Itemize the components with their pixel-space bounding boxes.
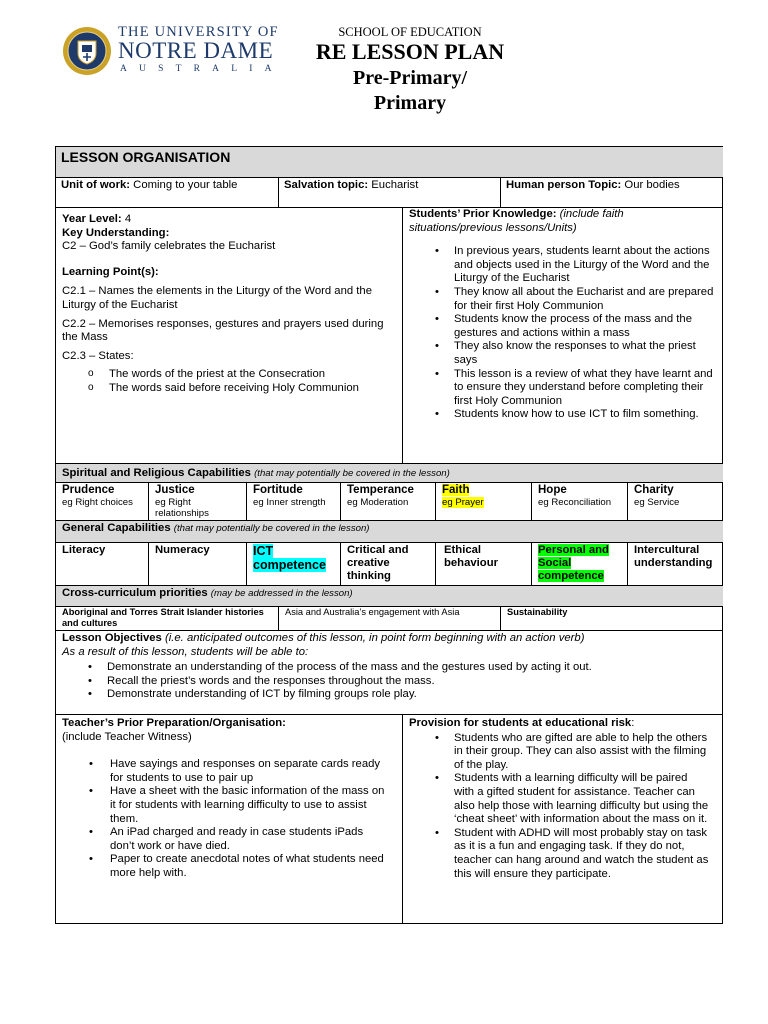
prior-knowledge-list xyxy=(409,245,719,422)
list-item: • Students know how to use ICT to film something. xyxy=(409,408,719,422)
learning-sub-point: o The words said before receiving Holy Communion xyxy=(62,382,397,396)
learning-point-3: C2.3 – States: xyxy=(62,349,134,362)
general-capabilities-note: (that may potentially be covered in the lesson) xyxy=(173,523,370,534)
lesson-objectives-note: (i.e. anticipated outcomes of this lesson, in point form beginning with an action verb) xyxy=(164,632,585,644)
list-item: • Students know the process of the mass and the gestures and actions within a mass xyxy=(409,313,719,340)
university-name-line3: AUSTRALIA xyxy=(120,64,284,74)
lesson-objectives-list xyxy=(62,661,719,702)
capability-name: Prudence xyxy=(62,484,115,496)
key-understanding-text: C2 – God’s family celebrates the Eucharist xyxy=(62,240,276,253)
list-item: • Student with ADHD will most probably stay on task as it is a fun and engaging task. If they do not, teacher can hang around and watch the student as this will ensure they participate. xyxy=(409,827,709,881)
general-intercultural xyxy=(628,543,723,586)
capability-justice xyxy=(149,483,247,521)
learning-points-cell xyxy=(56,208,403,464)
capability-prudence xyxy=(56,483,149,521)
capability-example: eg Reconciliation xyxy=(538,497,612,508)
capability-charity xyxy=(628,483,723,521)
lesson-organisation-title: LESSON ORGANISATION xyxy=(61,149,231,165)
lesson-plan-table xyxy=(55,146,723,924)
list-item: • Students with a learning difficulty will be paired with a gifted student for assistance. Teacher can also help those with learning difficulty but using the ‘cheat sheet’ with information about the mass on it. xyxy=(409,772,709,826)
teacher-preparation-list xyxy=(62,758,398,880)
capability-example: eg Service xyxy=(634,497,680,508)
list-item: • Have a sheet with the basic information of the mass on it for students with learning difficulty to use to assist them. xyxy=(62,785,386,826)
capability-name: Justice xyxy=(155,484,195,496)
school-name: SCHOOL OF EDUCATION xyxy=(338,25,482,39)
general-personal-social xyxy=(532,543,628,586)
spiritual-capabilities-note: (that may potentially be covered in the lesson) xyxy=(254,468,450,479)
capability-example: eg Prayer xyxy=(442,497,484,508)
key-understanding-label: Key Understanding: xyxy=(62,226,170,239)
general-capability-name: ICT competence xyxy=(253,544,326,572)
learning-points-label: Learning Point(s): xyxy=(62,265,159,278)
cross-curriculum-header xyxy=(56,586,723,607)
human-person-topic-label: Human person Topic: xyxy=(506,179,622,191)
lesson-objectives-cell xyxy=(56,631,723,715)
prior-knowledge-label: Students’ Prior Knowledge: xyxy=(409,208,557,220)
capability-example: eg Right relationships xyxy=(155,497,209,519)
prior-knowledge-note: (include faith situations/previous lessons/Units) xyxy=(409,208,624,234)
list-item: • Have sayings and responses on separate cards ready for students to use to pair up xyxy=(62,758,386,785)
capability-example: eg Moderation xyxy=(347,497,409,508)
general-capability-name: Personal and Social competence xyxy=(538,544,609,582)
university-name-line2: NOTRE DAME xyxy=(118,38,274,63)
provision-label: Provision for students at educational risk xyxy=(409,717,632,729)
document-subtitle-2: Primary xyxy=(373,92,447,114)
learning-point-2: C2.2 – Memorises responses, gestures and prayers used during the Mass xyxy=(62,317,384,344)
document-subtitle-1: Pre-Primary/ xyxy=(352,67,467,89)
spiritual-capabilities-label: Spiritual and Religious Capabilities xyxy=(62,467,251,479)
provision-label-colon: : xyxy=(631,717,635,729)
university-name-line1: THE UNIVERSITY OF xyxy=(118,24,279,40)
list-item: • They also know the responses to what the priest says xyxy=(409,340,719,367)
general-ict-competence xyxy=(247,543,341,586)
learning-sub-points xyxy=(62,368,397,395)
unit-of-work-cell xyxy=(56,178,279,208)
cross-curriculum-label: Cross-curriculum priorities xyxy=(62,587,208,599)
general-capability-name: Intercultural understanding xyxy=(634,544,713,569)
capability-example: eg Inner strength xyxy=(253,497,326,508)
human-person-topic-value: Our bodies xyxy=(624,179,680,191)
general-capability-name: Numeracy xyxy=(155,544,210,556)
unit-of-work-value: Coming to your table xyxy=(133,179,238,191)
capability-fortitude xyxy=(247,483,341,521)
lesson-organisation-header xyxy=(56,147,723,178)
list-item: • An iPad charged and ready in case students iPads don’t work or have died. xyxy=(62,826,386,853)
cross-curriculum-item: Asia and Australia’s engagement with Asia xyxy=(285,607,460,617)
general-ethical-behaviour xyxy=(436,543,532,586)
capability-example: eg Right choices xyxy=(62,497,133,508)
prior-knowledge-cell xyxy=(403,208,723,464)
cross-curriculum-item: Aboriginal and Torres Strait Islander histories and cultures xyxy=(62,607,264,628)
unit-of-work-label: Unit of work: xyxy=(61,179,131,191)
salvation-topic-label: Salvation topic: xyxy=(284,179,369,191)
year-level-label: Year Level: xyxy=(62,213,122,225)
lesson-objectives-intro: As a result of this lesson, students will be able to: xyxy=(62,645,309,658)
list-item: • They know all about the Eucharist and are prepared for their first Holy Communion xyxy=(409,286,719,313)
salvation-topic-cell xyxy=(279,178,501,208)
teacher-preparation-note: (include Teacher Witness) xyxy=(62,730,192,743)
salvation-topic-value: Eucharist xyxy=(371,179,419,191)
provision-list xyxy=(409,732,719,882)
general-literacy xyxy=(56,543,149,586)
cross-aboriginal xyxy=(56,607,279,631)
teacher-preparation-label: Teacher’s Prior Preparation/Organisation: xyxy=(62,717,286,729)
cross-curriculum-note: (may be addressed in the lesson) xyxy=(210,588,353,599)
capability-faith xyxy=(436,483,532,521)
general-numeracy xyxy=(149,543,247,586)
general-capability-name: Ethical behaviour xyxy=(444,544,498,569)
provision-at-risk-cell xyxy=(403,715,723,923)
list-item: • Demonstrate an understanding of the process of the mass and the gestures used by acting it out. xyxy=(62,661,719,675)
cross-asia xyxy=(279,607,501,631)
capability-hope xyxy=(532,483,628,521)
capability-name: Faith xyxy=(442,484,470,496)
spiritual-capabilities-header xyxy=(56,464,723,483)
capability-name: Temperance xyxy=(347,484,414,496)
capability-name: Hope xyxy=(538,484,567,496)
document-title: RE LESSON PLAN xyxy=(315,39,505,64)
list-item: • Paper to create anecdotal notes of what students need more help with. xyxy=(62,853,386,880)
list-item: • Demonstrate understanding of ICT by filming groups role play. xyxy=(62,688,719,702)
human-person-topic-cell xyxy=(501,178,723,208)
list-item: • Recall the priest’s words and the responses throughout the mass. xyxy=(62,675,719,689)
learning-point-1: C2.1 – Names the elements in the Liturgy of the Word and the Liturgy of the Eucharist xyxy=(62,285,373,311)
cross-sustainability xyxy=(501,607,723,631)
general-capability-name: Critical and creative thinking xyxy=(347,544,409,582)
general-capabilities-label: General Capabilities xyxy=(62,522,171,534)
lesson-objectives-label: Lesson Objectives xyxy=(62,632,162,644)
general-capability-name: Literacy xyxy=(62,544,106,556)
capability-name: Fortitude xyxy=(253,484,303,496)
learning-sub-point: o The words of the priest at the Consecration xyxy=(62,368,397,382)
list-item: • Students who are gifted are able to help the others in their group. They can also assist with the filming of the play. xyxy=(409,732,709,773)
general-critical-thinking xyxy=(341,543,436,586)
capability-temperance xyxy=(341,483,436,521)
year-level-value: 4 xyxy=(124,213,132,225)
capability-name: Charity xyxy=(634,484,674,496)
general-capabilities-header xyxy=(56,521,723,543)
teacher-preparation-cell xyxy=(56,715,403,923)
cross-curriculum-item: Sustainability xyxy=(507,607,568,617)
list-item: • This lesson is a review of what they have learnt and to ensure they understand before completing their first Holy Communion xyxy=(409,368,719,409)
list-item: • In previous years, students learnt about the actions and objects used in the Liturgy of the Word and the Liturgy of the Eucharist xyxy=(409,245,719,286)
